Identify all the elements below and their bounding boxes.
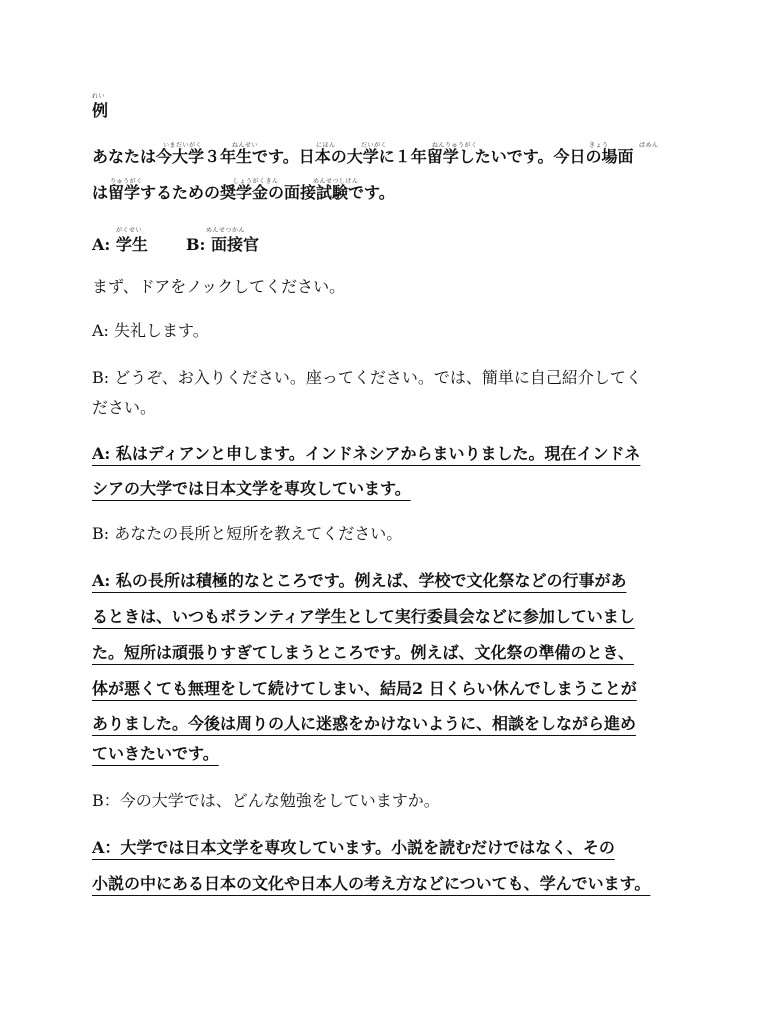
furigana: りゅうがく	[110, 178, 143, 185]
role-b-label: B: 面接官	[186, 235, 260, 254]
dialogue-line: B：今の大学では、どんな勉強をしていますか。	[92, 791, 440, 810]
furigana: いまだいがく	[163, 142, 203, 149]
answer-line: た。短所は頑張りすぎてしまうところです。例えば、文化祭の準備のとき、	[92, 643, 634, 662]
furigana: めんせつしけん	[313, 178, 359, 185]
furigana: ばめん	[639, 142, 659, 149]
furigana: きょう	[589, 142, 609, 149]
answer-line: A：大学では日本文学を専攻しています。小説を読むだけではなく、その	[92, 838, 615, 857]
answer-line: A: 私の長所は積極的なところです。例えば、学校で文化祭などの行事があ	[92, 571, 627, 590]
furigana: にほん	[316, 142, 336, 149]
answer-line: ていきたいです。	[92, 744, 219, 763]
answer-line: ありました。今後は周りの人に迷惑をかけないように、相談をしながら進め	[92, 714, 637, 733]
answer-line: るときは、いつもボランティア学生として実行委員会などに参加していまし	[92, 607, 635, 626]
furigana: だいがく	[361, 142, 388, 149]
dialogue-line: B: あなたの長所と短所を教えてください。	[92, 524, 403, 543]
example-title: 例	[92, 101, 109, 120]
answer-line: シアの大学では日本文学を専攻しています。	[92, 479, 411, 498]
dialogue-line: ださい。	[92, 398, 157, 417]
dialogue-line: B: どうぞ、お入りください。座ってください。では、簡単に自己紹介してく	[92, 368, 642, 387]
furigana: ねんりゅうがく	[432, 142, 478, 149]
furigana: しょうがくきん	[233, 178, 279, 185]
furigana: がくせい	[116, 227, 143, 234]
answer-line: 体が悪くても無理をして続けてしまい、結局2 日くらい休んでしまうことが	[92, 679, 637, 698]
answer-line: A: 私はディアンと申します。インドネシアからまいりました。現在インドネ	[92, 444, 641, 463]
scenario-line-1: あなたは今大学３年生です。日本の大学に１年留学したいです。今日の場面	[92, 147, 634, 166]
furigana: ねんせい	[232, 142, 259, 149]
furigana: めんせつかん	[206, 227, 246, 234]
scenario-line-2: は留学するための奨学金の面接試験です。	[92, 183, 395, 202]
role-a-label: A: 学生	[92, 235, 148, 254]
furigana: れい	[92, 93, 106, 100]
dialogue-line: A: 失礼します。	[92, 321, 209, 340]
instruction-line: まず、ドアをノックしてください。	[92, 277, 346, 296]
answer-line: 小説の中にある日本の文化や日本人の考え方などについても、学んでいます。	[92, 874, 651, 893]
